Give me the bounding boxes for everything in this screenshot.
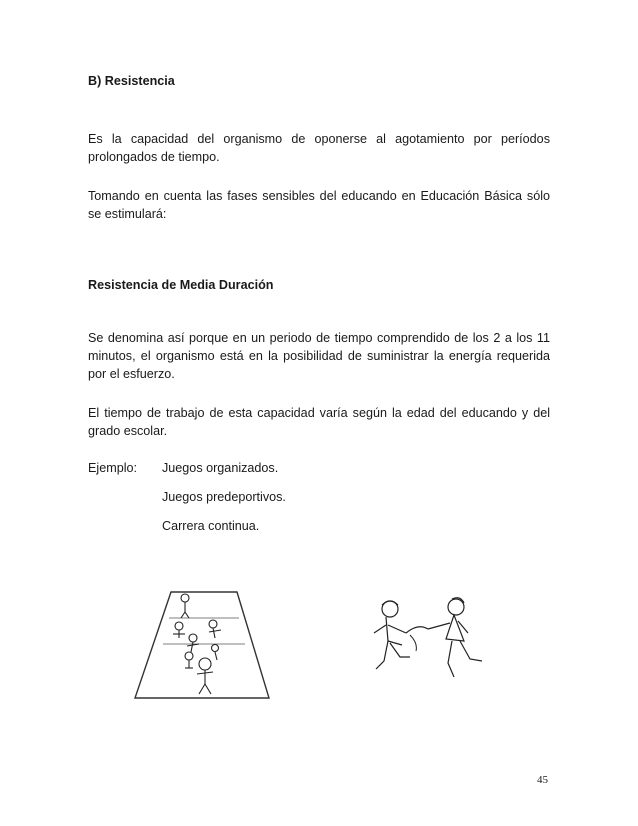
subheading-medium-duration: Resistencia de Media Duración [88, 278, 274, 292]
example-item: Juegos predeportivos. [162, 490, 286, 504]
paragraph-work-time: El tiempo de trabajo de esta capacidad varía según la edad del educando y del grado escolar. [88, 406, 550, 438]
page-number: 45 [537, 774, 548, 786]
children-running-illustration [366, 595, 490, 697]
section-heading: B) Resistencia [88, 74, 175, 88]
example-label: Ejemplo: [88, 461, 137, 475]
paragraph-definition: Es la capacidad del organismo de oponerse al agotamiento por períodos prolongados de tiempo. [88, 132, 550, 164]
paragraph-sensitive-phases: Tomando en cuenta las fases sensibles del educando en Educación Básica sólo se estimulará: [88, 189, 550, 221]
example-item: Carrera continua. [162, 519, 260, 533]
example-item: Juegos organizados. [162, 461, 279, 475]
paragraph-medium-duration: Se denomina así porque en un periodo de tiempo comprendido de los 2 a los 11 minutos, el organismo está en la posibilidad de suministrar la energía requerida por el esfuerzo. [88, 331, 550, 381]
children-field-game-illustration [133, 586, 271, 700]
